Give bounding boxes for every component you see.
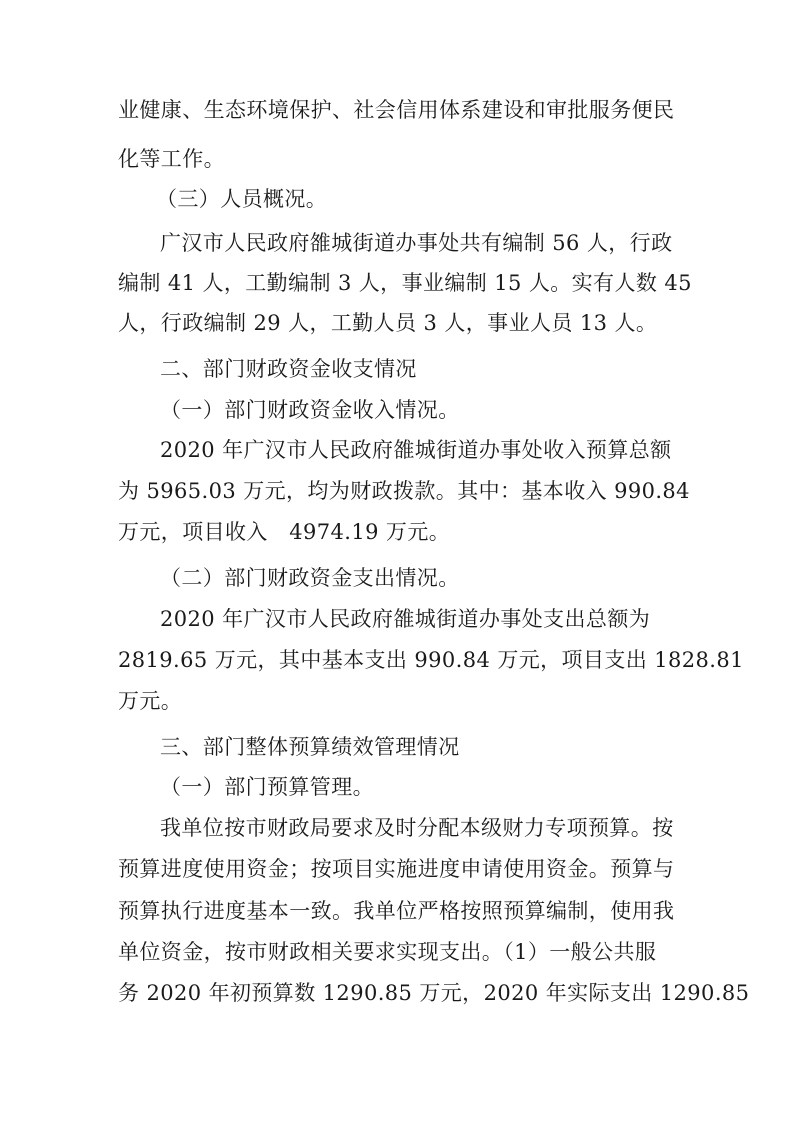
body-line-16: 务 2020 年初预算数 1290.85 万元，2020 年实际支出 1290.85: [118, 981, 750, 1005]
section-heading: （一）部门财政资金收入情况。: [160, 398, 460, 422]
section-heading: （二）部门财政资金支出情况。: [160, 566, 460, 590]
chapter-heading: 二、部门财政资金收支情况: [160, 357, 417, 381]
body-line-9: 2020 年广汉市人民政府雒城街道办事处支出总额为: [160, 607, 651, 631]
body-line-8: 万元，项目收入 4974.19 万元。: [118, 520, 451, 544]
chapter-heading: 三、部门整体预算绩效管理情况: [160, 735, 460, 759]
body-line-12: 我单位按市财政局要求及时分配本级财力专项预算。按: [160, 816, 674, 840]
body-line-1: 业健康、生态环境保护、社会信用体系建设和审批服务便民: [118, 98, 675, 122]
body-line-7: 为 5965.03 万元，均为财政拨款。其中：基本收入 990.84: [118, 479, 690, 503]
section-heading: （一）部门预算管理。: [160, 775, 374, 799]
body-line-6: 2020 年广汉市人民政府雒城街道办事处收入预算总额: [160, 438, 672, 462]
section-heading: （三）人员概况。: [156, 187, 328, 211]
body-line-11: 万元。: [118, 689, 183, 713]
body-line-4: 编制 41 人，工勤编制 3 人，事业编制 15 人。实有人数 45: [118, 271, 692, 295]
body-line-3: 广汉市人民政府雒城街道办事处共有编制 56 人，行政: [160, 231, 673, 255]
body-line-10: 2819.65 万元，其中基本支出 990.84 万元，项目支出 1828.81: [118, 648, 744, 672]
body-line-13: 预算进度使用资金；按项目实施进度申请使用资金。预算与: [118, 857, 675, 881]
body-line-14: 预算执行进度基本一致。我单位严格按照预算编制，使用我: [118, 899, 675, 923]
body-line-2: 化等工作。: [118, 147, 225, 171]
body-line-15: 单位资金，按市财政相关要求实现支出。（1）一般公共服: [118, 940, 657, 964]
body-line-5: 人，行政编制 29 人，工勤人员 3 人，事业人员 13 人。: [118, 311, 658, 335]
